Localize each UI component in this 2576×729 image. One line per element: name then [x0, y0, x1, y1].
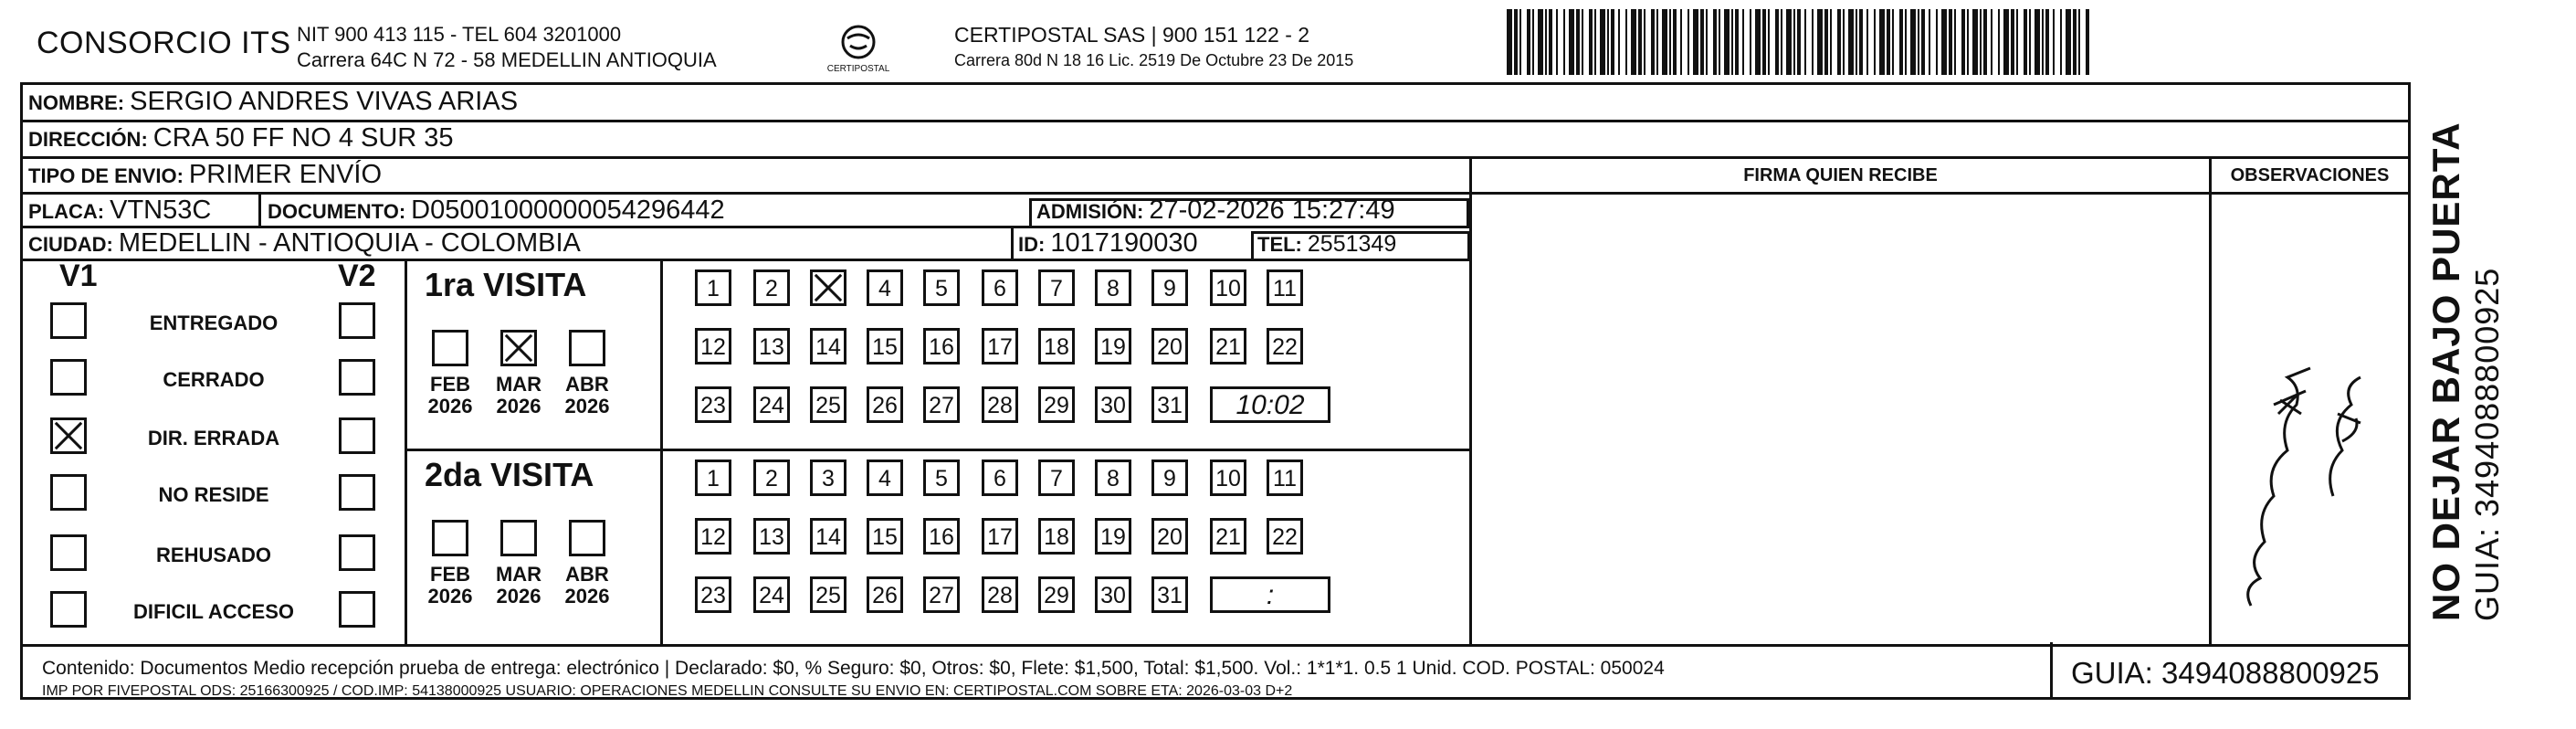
day-box[interactable]: 15	[867, 518, 903, 555]
divider	[2050, 642, 2053, 700]
barcode-bar	[1804, 9, 1806, 75]
day-box[interactable]: 8	[1095, 269, 1131, 306]
v2-checkbox[interactable]	[339, 534, 375, 571]
visit-title: 1ra VISITA	[425, 266, 587, 303]
day-box[interactable]: 20	[1151, 328, 1188, 364]
no-dejar-notice: NO DEJAR BAJO PUERTA	[2424, 122, 2467, 621]
barcode-bar	[1887, 9, 1890, 75]
day-box[interactable]: 28	[982, 576, 1018, 613]
month-year: 2026	[564, 395, 610, 417]
day-box[interactable]: 25	[810, 576, 846, 613]
barcode-bar	[1954, 9, 1956, 75]
footer-content: Contenido: Documentos Medio recepción prueba de entrega: electrónico | Declarado: $0, % Seguro: $0, Otros: $0, Flete: $1,500, Total: $1,500. Vol.: 1*1*1. 0.5 1 Unid. COD. POSTAL: 050024	[42, 658, 1665, 679]
barcode-bar	[1768, 9, 1770, 75]
day-box[interactable]: 19	[1095, 518, 1131, 555]
v2-header: V2	[338, 259, 376, 293]
documento-label: DOCUMENTO:	[268, 200, 406, 223]
admision-field	[1036, 195, 1395, 226]
company-info	[297, 22, 717, 73]
barcode-bar	[1625, 9, 1627, 75]
barcode-bar	[1656, 9, 1658, 75]
barcode-bar	[1905, 9, 1907, 75]
month-year: 2026	[427, 585, 473, 608]
day-box[interactable]: 23	[695, 576, 731, 613]
divider	[23, 156, 2408, 159]
barcode-bar	[1724, 9, 1730, 75]
barcode-bar	[1631, 9, 1636, 75]
side-guia: GUIA: 3494088800925	[2468, 267, 2506, 621]
divider	[1469, 192, 2408, 195]
day-box[interactable]: 24	[753, 576, 790, 613]
day-box[interactable]: 4	[867, 460, 903, 496]
barcode-bar	[1980, 9, 1982, 75]
day-box[interactable]: 7	[1038, 269, 1075, 306]
barcode-bar	[1549, 9, 1552, 75]
day-box[interactable]: 30	[1095, 386, 1131, 423]
month-year: 2026	[564, 585, 610, 608]
barcode-bar	[2024, 9, 2027, 75]
day-box[interactable]: 18	[1038, 518, 1075, 555]
ciudad-field	[28, 228, 581, 259]
ciudad-label: CIUDAD:	[28, 233, 113, 256]
barcode-bar	[1918, 9, 1919, 75]
barcode-bar	[1669, 9, 1671, 75]
day-box[interactable]: 16	[923, 328, 960, 364]
day-box[interactable]: 5	[923, 460, 960, 496]
barcode-bar	[1618, 9, 1620, 75]
month-label	[491, 374, 546, 417]
day-box[interactable]: 1	[695, 460, 731, 496]
barcode-bar	[1775, 9, 1779, 75]
month-label	[560, 564, 615, 608]
barcode-bar	[1949, 9, 1952, 75]
day-box[interactable]: 29	[1038, 386, 1075, 423]
placa-field	[28, 195, 211, 226]
day-box[interactable]: 3	[810, 460, 846, 496]
visit-time[interactable]: :	[1210, 576, 1330, 613]
day-box[interactable]	[810, 269, 846, 306]
divider	[1469, 156, 1472, 644]
barcode-bar	[1762, 9, 1766, 75]
barcode-bar	[2066, 9, 2071, 75]
placa-label: PLACA:	[28, 200, 105, 223]
ciudad-value: MEDELLIN - ANTIOQUIA - COLOMBIA	[118, 228, 581, 258]
day-box[interactable]: 31	[1151, 386, 1188, 423]
logo-caption: CERTIPOSTAL	[826, 64, 890, 74]
month-checkbox[interactable]	[569, 520, 605, 556]
footer-print-info: IMP POR FIVEPOSTAL ODS: 25166300925 / COD.IMP: 54138000925 USUARIO: OPERACIONES MEDELLIN CONSULTE SU ENVIO EN: CERTIPOSTAL.COM SOBRE ETA: 2026-03-03 D+2	[42, 683, 1293, 699]
barcode-bar	[1983, 9, 1987, 75]
barcode-bar	[1688, 9, 1689, 75]
barcode-bar	[2042, 9, 2044, 75]
day-box[interactable]: 7	[1038, 460, 1075, 496]
day-box[interactable]: 30	[1095, 576, 1131, 613]
v1-checkbox[interactable]	[50, 474, 87, 511]
courier-line: CERTIPOSTAL SAS | 900 151 122 - 2	[954, 23, 1310, 47]
barcode-bar	[1611, 9, 1614, 75]
barcode-bar	[1735, 9, 1739, 75]
month-label	[423, 564, 478, 608]
day-box[interactable]: 27	[923, 386, 960, 423]
barcode-bar	[1731, 9, 1733, 75]
firma-header: FIRMA QUIEN RECIBE	[1743, 165, 1938, 185]
day-box[interactable]: 21	[1210, 518, 1246, 555]
barcode-bar	[1576, 9, 1580, 75]
month-name: MAR	[495, 373, 542, 396]
barcode-bar	[1507, 9, 1512, 75]
day-box[interactable]: 14	[810, 328, 846, 364]
divider	[258, 192, 261, 226]
day-box[interactable]: 14	[810, 518, 846, 555]
day-box[interactable]: 11	[1267, 460, 1303, 496]
barcode-bar	[1651, 9, 1655, 75]
barcode-bar	[1786, 9, 1792, 75]
day-box[interactable]: 27	[923, 576, 960, 613]
month-name: MAR	[495, 563, 542, 586]
v2-checkbox[interactable]	[339, 302, 375, 339]
direccion-row	[28, 123, 454, 153]
barcode-bar	[2045, 9, 2049, 75]
status-option-label: REHUSADO	[156, 544, 271, 566]
barcode-bar	[1866, 9, 1868, 75]
company-address: Carrera 64C N 72 - 58 MEDELLIN ANTIOQUIA	[297, 48, 717, 71]
barcode-bar	[1527, 9, 1530, 75]
tipo-envio-row	[28, 160, 382, 190]
month-name: ABR	[565, 563, 609, 586]
status-option-label: ENTREGADO	[149, 312, 279, 334]
barcode-bar	[1742, 9, 1744, 75]
id-value: 1017190030	[1050, 228, 1198, 258]
barcode-bar	[1532, 9, 1534, 75]
divider	[2209, 156, 2212, 644]
barcode-bar	[1817, 9, 1823, 75]
barcode-bar	[1797, 9, 1801, 75]
v2-checkbox[interactable]	[339, 591, 375, 628]
side-notice	[2424, 122, 2507, 621]
barcode-bar	[1556, 9, 1558, 75]
month-checkbox[interactable]	[500, 330, 537, 366]
day-box[interactable]: 1	[695, 269, 731, 306]
day-box[interactable]: 20	[1151, 518, 1188, 555]
day-box[interactable]: 31	[1151, 576, 1188, 613]
courier-address: Carrera 80d N 18 16 Lic. 2519 De Octubre 23 De 2015	[954, 51, 1354, 69]
barcode-bar	[1936, 9, 1938, 75]
barcode-bar	[1569, 9, 1574, 75]
month-year: 2026	[496, 395, 541, 417]
barcode	[1507, 9, 2091, 75]
barcode-bar	[2011, 9, 2014, 75]
barcode-bar	[1859, 9, 1863, 75]
v1-checkbox[interactable]	[50, 302, 87, 339]
day-box[interactable]: 12	[695, 518, 731, 555]
day-box[interactable]: 12	[695, 328, 731, 364]
barcode-bar	[1563, 9, 1565, 75]
barcode-bar	[1545, 9, 1547, 75]
certipostal-logo	[817, 18, 899, 80]
v2-checkbox[interactable]	[339, 359, 375, 396]
month-year: 2026	[427, 395, 473, 417]
barcode-bar	[1972, 9, 1978, 75]
day-box[interactable]: 5	[923, 269, 960, 306]
barcode-bar	[1680, 9, 1682, 75]
v1-header: V1	[59, 259, 98, 293]
month-checkbox[interactable]	[500, 520, 537, 556]
barcode-bar	[1607, 9, 1609, 75]
divider	[405, 259, 407, 644]
barcode-bar	[1899, 9, 1903, 75]
day-box[interactable]: 24	[753, 386, 790, 423]
day-box[interactable]: 29	[1038, 576, 1075, 613]
day-box[interactable]: 16	[923, 518, 960, 555]
day-box[interactable]: 13	[753, 518, 790, 555]
documento-value: D05001000000054296442	[411, 195, 725, 225]
barcode-bar	[1967, 9, 1969, 75]
tel-value: 2551349	[1307, 231, 1397, 257]
day-box[interactable]: 17	[982, 518, 1018, 555]
month-checkbox[interactable]	[432, 520, 468, 556]
day-box[interactable]: 25	[810, 386, 846, 423]
v2-checkbox[interactable]	[339, 474, 375, 511]
barcode-bar	[1519, 9, 1521, 75]
barcode-bar	[1848, 9, 1854, 75]
status-option-label: DIFICIL ACCESO	[132, 600, 294, 623]
month-label	[491, 564, 546, 608]
divider	[23, 120, 2408, 122]
day-box[interactable]: 2	[753, 269, 790, 306]
nombre-row	[28, 87, 518, 117]
barcode-bar	[1600, 9, 1605, 75]
tel-field	[1257, 231, 1396, 258]
barcode-bar	[1856, 9, 1857, 75]
day-box[interactable]: 28	[982, 386, 1018, 423]
day-box[interactable]: 9	[1151, 269, 1188, 306]
nombre-label: NOMBRE:	[28, 91, 125, 114]
barcode-bar	[1750, 9, 1751, 75]
barcode-bar	[1961, 9, 1965, 75]
status-option-label: DIR. ERRADA	[147, 427, 280, 449]
barcode-bar	[1824, 9, 1828, 75]
barcode-bar	[1582, 9, 1583, 75]
day-box[interactable]: 21	[1210, 328, 1246, 364]
company-name: CONSORCIO ITS	[37, 26, 291, 60]
tipo-envio-label: TIPO DE ENVIO:	[28, 164, 184, 187]
barcode-bar	[2035, 9, 2040, 75]
status-option-label: CERRADO	[163, 368, 265, 391]
delivery-form	[20, 82, 2411, 700]
month-name: FEB	[430, 563, 470, 586]
placa-value: VTN53C	[110, 195, 212, 225]
v2-checkbox[interactable]	[339, 417, 375, 454]
day-box[interactable]: 15	[867, 328, 903, 364]
barcode-bar	[1991, 9, 1992, 75]
barcode-bar	[2078, 9, 2080, 75]
barcode-bar	[1921, 9, 1925, 75]
barcode-bar	[1594, 9, 1596, 75]
day-box[interactable]: 10	[1210, 460, 1246, 496]
nit-line: NIT 900 413 115 - TEL 604 3201000	[297, 23, 622, 46]
barcode-bar	[1644, 9, 1645, 75]
day-box[interactable]: 22	[1267, 328, 1303, 364]
admision-value: 27-02-2026 15:27:49	[1149, 195, 1395, 225]
nombre-value: SERGIO ANDRES VIVAS ARIAS	[130, 87, 519, 116]
tipo-envio-value: PRIMER ENVÍO	[188, 160, 383, 189]
barcode-bar	[1843, 9, 1845, 75]
day-box[interactable]: 22	[1267, 518, 1303, 555]
admision-label: ADMISIÓN:	[1036, 200, 1144, 223]
barcode-bar	[1793, 9, 1795, 75]
barcode-bar	[1892, 9, 1894, 75]
barcode-bar	[1755, 9, 1761, 75]
barcode-bar	[1706, 9, 1708, 75]
day-box[interactable]: 26	[867, 576, 903, 613]
barcode-bar	[2060, 9, 2062, 75]
barcode-bar	[1874, 9, 1876, 75]
id-field	[1018, 228, 1198, 259]
signature	[2224, 313, 2397, 624]
barcode-bar	[1713, 9, 1717, 75]
barcode-bar	[2086, 9, 2089, 75]
courier-info	[954, 22, 1353, 73]
tel-label: TEL:	[1257, 233, 1302, 256]
barcode-bar	[1673, 9, 1677, 75]
status-option-label: NO RESIDE	[158, 483, 269, 506]
barcode-bar	[1693, 9, 1698, 75]
day-box[interactable]: 23	[695, 386, 731, 423]
barcode-bar	[2003, 9, 2009, 75]
barcode-bar	[1812, 9, 1814, 75]
barcode-bar	[1830, 9, 1832, 75]
day-box[interactable]: 8	[1095, 460, 1131, 496]
day-box[interactable]: 4	[867, 269, 903, 306]
barcode-bar	[1941, 9, 1947, 75]
month-checkbox[interactable]	[432, 330, 468, 366]
barcode-bar	[1589, 9, 1593, 75]
month-label	[560, 374, 615, 417]
footer-guia: GUIA: 3494088800925	[2071, 656, 2380, 690]
direccion-label: DIRECCIÓN:	[28, 128, 148, 151]
barcode-bar	[1837, 9, 1841, 75]
month-label	[423, 374, 478, 417]
barcode-bar	[1638, 9, 1642, 75]
visit-title: 2da VISITA	[425, 456, 594, 493]
month-year: 2026	[496, 585, 541, 608]
day-box[interactable]: 10	[1210, 269, 1246, 306]
day-box[interactable]: 6	[982, 269, 1018, 306]
visit-time[interactable]: 10:02	[1210, 386, 1330, 423]
day-box[interactable]: 18	[1038, 328, 1075, 364]
month-checkbox[interactable]	[569, 330, 605, 366]
day-box[interactable]: 26	[867, 386, 903, 423]
barcode-bar	[1781, 9, 1782, 75]
observaciones-header: OBSERVACIONES	[2230, 165, 2390, 185]
barcode-bar	[2029, 9, 2031, 75]
barcode-bar	[1929, 9, 1930, 75]
barcode-bar	[2016, 9, 2018, 75]
direccion-value: CRA 50 FF NO 4 SUR 35	[152, 123, 454, 153]
barcode-bar	[1700, 9, 1704, 75]
v1-checkbox[interactable]	[50, 534, 87, 571]
divider	[1011, 226, 1014, 259]
barcode-bar	[1662, 9, 1667, 75]
barcode-bar	[1998, 9, 2000, 75]
day-box[interactable]: 11	[1267, 269, 1303, 306]
barcode-bar	[1719, 9, 1720, 75]
documento-field	[268, 195, 725, 226]
month-name: FEB	[430, 373, 470, 396]
barcode-bar	[1514, 9, 1518, 75]
day-box[interactable]: 2	[753, 460, 790, 496]
day-box[interactable]: 6	[982, 460, 1018, 496]
barcode-bar	[1879, 9, 1885, 75]
v1-checkbox[interactable]	[50, 417, 87, 454]
v1-checkbox[interactable]	[50, 591, 87, 628]
barcode-bar	[2053, 9, 2055, 75]
month-name: ABR	[565, 373, 609, 396]
v1-checkbox[interactable]	[50, 359, 87, 396]
day-box[interactable]: 9	[1151, 460, 1188, 496]
barcode-bar	[1910, 9, 1916, 75]
day-box[interactable]: 13	[753, 328, 790, 364]
day-box[interactable]: 19	[1095, 328, 1131, 364]
day-box[interactable]: 17	[982, 328, 1018, 364]
barcode-bar	[1538, 9, 1543, 75]
divider	[405, 449, 1469, 451]
barcode-bar	[2073, 9, 2077, 75]
divider	[660, 259, 663, 644]
id-label: ID:	[1018, 233, 1046, 256]
